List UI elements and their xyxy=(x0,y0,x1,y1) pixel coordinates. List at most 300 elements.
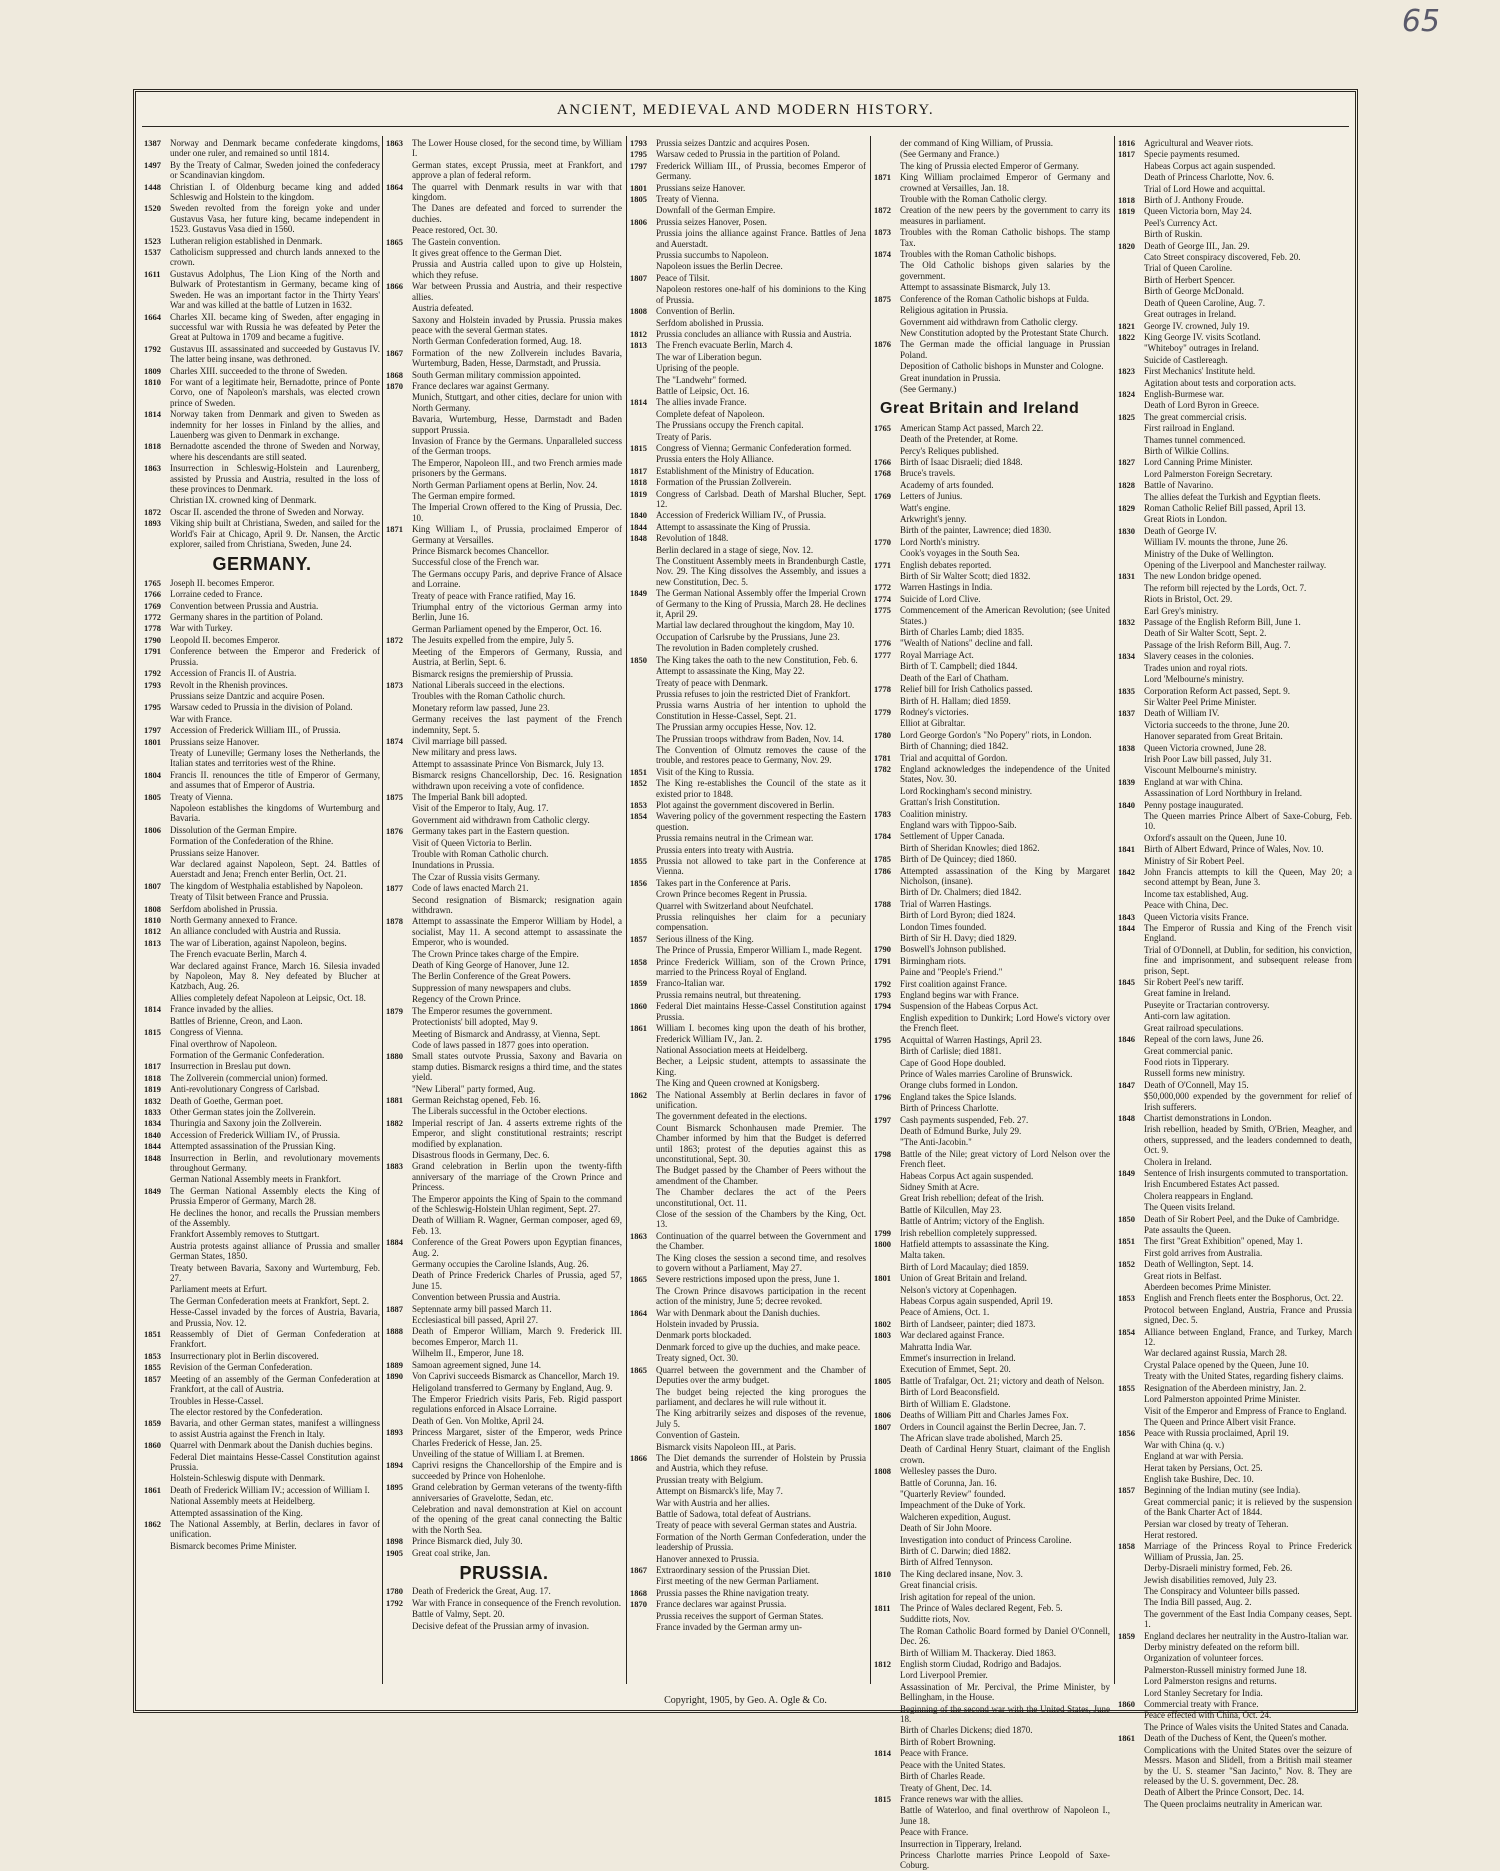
entry-text: Austria protests against alliance of Prussia and smaller German States, 1850. xyxy=(170,1240,380,1262)
history-entry xyxy=(1118,1563,1352,1573)
entry-year: 1873 xyxy=(386,679,403,690)
history-entry xyxy=(874,1614,1110,1624)
entry-text: The Old Catholic bishops given salaries by the government. xyxy=(900,260,1110,281)
history-entry xyxy=(1118,617,1352,627)
entry-year xyxy=(874,1670,900,1680)
entry-text: Bismarck becomes Prime Minister. xyxy=(170,1540,297,1551)
entry-year xyxy=(144,1039,170,1049)
entry-text: Peace of Tilsit. xyxy=(656,272,710,283)
entry-year: 1774 xyxy=(874,593,891,604)
history-entry xyxy=(386,336,622,346)
entry-text: Birth of Ruskin. xyxy=(1144,229,1203,240)
entry-year: 1796 xyxy=(874,1091,891,1102)
entry-text: The National Assembly, at Berlin, declares in favor of unification. xyxy=(170,1518,380,1540)
entry-year xyxy=(630,620,656,630)
history-entry xyxy=(144,1107,380,1117)
entry-year: 1813 xyxy=(144,937,161,948)
entry-text: Bismarck resigns Chancellorship, Dec. 16. Resignation withdrawn upon receiving a vote of confidence. xyxy=(412,770,622,791)
entry-year xyxy=(874,1704,900,1725)
entry-text: Death of Sir John Moore. xyxy=(900,1523,992,1534)
entry-year: 1890 xyxy=(386,1371,403,1382)
history-entry xyxy=(386,381,622,391)
history-entry xyxy=(630,261,866,271)
entry-text: Von Caprivi succeeds Bismarck as Chancellor, March 19. xyxy=(412,1371,620,1382)
entry-text: South German military commission appointed. xyxy=(412,369,581,380)
entry-text: Death of Edmund Burke, July 29. xyxy=(900,1125,1022,1136)
entry-text: Franco-Italian war. xyxy=(656,978,725,989)
entry-year xyxy=(1118,1305,1144,1326)
entry-year: 1797 xyxy=(144,725,161,736)
entry-year xyxy=(144,949,170,959)
history-entry xyxy=(630,588,866,619)
entry-text: First coalition against France. xyxy=(900,978,1007,989)
entry-text: Birmingham riots. xyxy=(900,955,966,966)
history-entry xyxy=(630,1475,866,1485)
entry-text: Count Bismarck Schonhausen made Premier. The Chamber informed by him that the Budget is deferred until 1863; protest of the deputies against this as unconstitutional, Sept. 30. xyxy=(656,1122,866,1164)
entry-text: Attempt to assassinate Bismarck, July 13. xyxy=(900,282,1051,293)
entry-text: Emmet's insurrection in Ireland. xyxy=(900,1353,1016,1364)
history-entry xyxy=(874,384,1110,394)
entry-year xyxy=(386,1194,412,1215)
history-entry xyxy=(144,409,380,440)
entry-year xyxy=(874,1500,900,1510)
entry-text: The Danes are defeated and forced to surrender the duchies. xyxy=(412,203,622,224)
history-entry xyxy=(386,1609,622,1619)
entry-text: Prussia joins the alliance against France. Battles of Jena and Auerstadt. xyxy=(656,228,866,249)
entry-text: Specie payments resumed. xyxy=(1144,149,1240,160)
history-entry xyxy=(386,225,622,235)
entry-text: Death of Prince Frederick Charles of Prussia, aged 57, June 15. xyxy=(412,1270,622,1291)
history-entry xyxy=(144,495,380,505)
entry-year xyxy=(874,1013,900,1034)
entry-text: Severe restrictions imposed upon the press, June 1. xyxy=(656,1274,840,1285)
history-entry xyxy=(630,643,866,653)
history-entry xyxy=(1118,945,1352,976)
entry-text: Prussia and Austria called upon to give up Holstein, which they refuse. xyxy=(412,259,622,280)
history-entry xyxy=(386,203,622,224)
history-entry xyxy=(144,1418,380,1439)
entry-year xyxy=(386,714,412,735)
entry-text: Decisive defeat of the Prussian army of invasion. xyxy=(412,1620,589,1631)
history-entry xyxy=(874,1296,1110,1306)
history-entry xyxy=(1118,571,1352,581)
history-entry xyxy=(1118,1348,1352,1358)
history-entry xyxy=(874,457,1110,467)
history-entry xyxy=(630,978,866,988)
entry-year xyxy=(144,892,170,902)
history-entry xyxy=(386,949,622,959)
history-entry xyxy=(630,1111,866,1121)
entry-text: Death of Emperor William, March 9. Frederick III. becomes Emperor, March 11. xyxy=(412,1326,622,1347)
entry-text: Birth of William E. Gladstone. xyxy=(900,1398,1011,1409)
entry-text: Peace with France. xyxy=(900,1827,969,1838)
entry-text: Accession of Frederick William IV., of Prussia. xyxy=(170,1129,341,1140)
entry-year: 1809 xyxy=(144,365,161,376)
history-entry xyxy=(874,1239,1110,1249)
entry-text: England at war with China. xyxy=(1144,776,1243,787)
history-entry xyxy=(630,833,866,843)
history-entry xyxy=(630,1442,866,1452)
entry-text: English storm Ciudad, Rodrigo and Badajos. xyxy=(900,1659,1062,1670)
history-entry xyxy=(1118,1485,1352,1495)
entry-text: (See Germany.) xyxy=(900,383,957,394)
entry-year: 1844 xyxy=(630,521,647,532)
history-entry xyxy=(874,194,1110,204)
entry-text: Lord Stanley Secretary for India. xyxy=(1144,1687,1263,1698)
history-entry xyxy=(1118,788,1352,798)
entry-year xyxy=(874,514,900,524)
entry-year: 1855 xyxy=(144,1362,161,1373)
entry-text: Battle of Antrim; victory of the English. xyxy=(900,1216,1045,1227)
entry-text: Visit of the Emperor to Italy, Aug. 17. xyxy=(412,803,549,814)
history-entry xyxy=(874,1319,1110,1329)
entry-year xyxy=(1118,1371,1144,1381)
entry-text: Prince Bismarck becomes Chancellor. xyxy=(412,546,549,557)
history-entry xyxy=(874,1092,1110,1102)
entry-year: 1846 xyxy=(1118,1034,1135,1045)
entry-year: 1855 xyxy=(630,856,647,866)
entry-year: 1839 xyxy=(1118,776,1135,787)
history-entry xyxy=(874,317,1110,327)
history-entry xyxy=(874,537,1110,547)
entry-year: 1791 xyxy=(144,646,161,657)
history-entry xyxy=(386,281,622,302)
history-entry xyxy=(630,811,866,832)
entry-text: Birth of Herbert Spencer. xyxy=(1144,274,1235,285)
history-entry xyxy=(386,1029,622,1039)
history-entry xyxy=(144,915,380,925)
entry-text: Suicide of Castlereagh. xyxy=(1144,354,1228,365)
entry-text: Passage of the Irish Reform Bill, Aug. 7. xyxy=(1144,639,1291,650)
entry-year xyxy=(386,1394,412,1415)
prussia-list-continued xyxy=(630,138,866,1632)
history-entry xyxy=(144,646,380,667)
entry-year: 1788 xyxy=(874,898,891,909)
history-entry xyxy=(144,366,380,376)
entry-year xyxy=(630,1486,656,1496)
entry-year: 1785 xyxy=(874,854,891,865)
entry-text: Corporation Reform Act passed, Sept. 9. xyxy=(1144,685,1290,696)
entry-text: War between Prussia and Austria, and their respective allies. xyxy=(412,281,622,302)
entry-text: The Conspiracy and Volunteer bills passed. xyxy=(1144,1586,1300,1596)
entry-text: Gustavus Adolphus, The Lion King of the North and Bulwark of Protestantism in Germany, became king of Sweden. He was an important factor in the Thirty Years' War and was killed at the battle of Lutzen in 1632. xyxy=(170,268,380,311)
entry-year xyxy=(874,525,900,535)
history-entry xyxy=(874,1205,1110,1215)
entry-text: Death of King George of Hanover, June 12. xyxy=(412,960,570,971)
history-entry xyxy=(1118,355,1352,365)
entry-text: First meeting of the new German Parliament. xyxy=(656,1576,819,1587)
history-entry xyxy=(386,1215,622,1236)
entry-text: Ministry of the Duke of Wellington. xyxy=(1144,548,1274,559)
entry-text: Treaty between Bavaria, Saxony and Wurtemburg, Feb. 27. xyxy=(170,1262,380,1284)
entry-year xyxy=(630,833,656,843)
history-entry xyxy=(874,1216,1110,1226)
history-entry xyxy=(1118,606,1352,616)
entry-year: 1808 xyxy=(630,306,647,317)
history-entry xyxy=(386,1360,622,1370)
entry-text: Boswell's Johnson published. xyxy=(900,944,1006,955)
history-entry xyxy=(144,1174,380,1184)
entry-text: Visit of the Emperor and Empress of France to England. xyxy=(1144,1405,1347,1416)
entry-year xyxy=(1118,1248,1144,1258)
entry-year: 1819 xyxy=(630,488,647,499)
history-entry xyxy=(630,1330,866,1340)
history-entry xyxy=(630,912,866,933)
history-entry xyxy=(874,361,1110,371)
entry-text: Suspension of the Habeas Corpus Act. xyxy=(900,1001,1038,1012)
entry-year xyxy=(874,446,900,456)
entry-year xyxy=(144,1284,170,1294)
history-entry xyxy=(1118,1406,1352,1416)
entry-year: 1777 xyxy=(874,649,891,660)
entry-text: Trouble with Roman Catholic church. xyxy=(412,849,549,859)
history-entry xyxy=(1118,1080,1352,1090)
history-entry xyxy=(874,1193,1110,1203)
history-entry xyxy=(1118,1653,1352,1663)
entry-year: 1845 xyxy=(1118,977,1135,988)
entry-text: Death of George IV. xyxy=(1144,525,1217,536)
entry-year xyxy=(386,480,412,490)
entry-text: The French evacuate Berlin, March 4. xyxy=(170,949,307,960)
entry-text: England takes the Spice Islands. xyxy=(900,1091,1017,1102)
entry-year xyxy=(1118,731,1144,741)
entry-text: Revolt in the Rhenish provinces. xyxy=(170,679,288,690)
history-entry xyxy=(1118,1394,1352,1404)
entry-text: Prussian treaty with Belgium. xyxy=(656,1474,763,1485)
history-entry xyxy=(144,938,380,948)
entry-year xyxy=(1118,172,1144,182)
history-entry xyxy=(1118,1305,1352,1326)
entry-text: "New Liberal" party formed, Aug. xyxy=(412,1083,536,1094)
history-entry xyxy=(1118,1327,1352,1348)
entry-text: Other German states join the Zollverein. xyxy=(170,1106,316,1117)
entry-year xyxy=(1118,988,1144,998)
history-entry xyxy=(874,650,1110,660)
entry-text: The Emperor of Russia and King of the French visit England. xyxy=(1144,923,1352,944)
entry-year: 1871 xyxy=(874,172,891,183)
entry-year xyxy=(386,1504,412,1535)
entry-text: Munich, Stuttgart, and other cities, declare for union with North Germany. xyxy=(412,392,622,413)
entry-year xyxy=(630,1554,656,1564)
history-entry xyxy=(386,1304,622,1314)
entry-text: Ecclesiastical bill passed, April 27. xyxy=(412,1315,538,1326)
history-entry xyxy=(386,747,622,757)
entry-year xyxy=(1118,900,1144,910)
entry-text: Norway and Denmark became confederate kingdoms, under one ruler, and remained so until 1814. xyxy=(170,138,380,159)
entry-year xyxy=(1118,286,1144,296)
entry-year xyxy=(874,1285,900,1295)
entry-year xyxy=(386,895,412,916)
entry-year: 1887 xyxy=(386,1303,403,1314)
entry-year xyxy=(874,1725,900,1735)
entry-text: War with Denmark about the Danish duchies. xyxy=(656,1307,820,1318)
prussia-list xyxy=(386,1586,622,1631)
history-entry xyxy=(630,1187,866,1208)
history-entry xyxy=(630,1342,866,1352)
history-entry xyxy=(1118,1236,1352,1246)
entry-text: Great commercial panic. xyxy=(1144,1045,1233,1056)
entry-year xyxy=(874,1353,900,1363)
entry-year xyxy=(1118,537,1144,547)
entry-text: Death of Frederick William IV.; accession of William I. xyxy=(170,1484,370,1495)
history-entry xyxy=(874,1433,1110,1443)
entry-year xyxy=(1118,1406,1144,1416)
entry-year xyxy=(144,1229,170,1239)
entry-text: Frankfort Assembly removes to Stuttgart. xyxy=(170,1229,320,1240)
entry-text: Government aid withdrawn from Catholic clergy. xyxy=(900,316,1078,327)
entry-text: Christian IX. crowned king of Denmark. xyxy=(170,495,317,506)
history-entry xyxy=(144,507,380,517)
entry-year xyxy=(874,161,900,171)
history-entry xyxy=(630,352,866,362)
history-entry xyxy=(144,1351,380,1361)
entry-text: Austria defeated. xyxy=(412,303,474,314)
entry-year xyxy=(1118,833,1144,843)
history-entry xyxy=(1118,435,1352,445)
entry-text: The Germans occupy Paris, and deprive France of Alsace and Lorraine. xyxy=(412,568,622,590)
column-divider xyxy=(870,136,871,1684)
history-entry xyxy=(144,182,380,203)
entry-text: Treaty of Ghent, Dec. 14. xyxy=(900,1782,992,1793)
entry-year xyxy=(874,1216,900,1226)
entry-text: Joseph II. becomes Emperor. xyxy=(170,577,275,588)
entry-text: Attempt on Bismarck's life, May 7. xyxy=(656,1486,783,1497)
history-entry xyxy=(874,1850,1110,1871)
entry-year xyxy=(1118,560,1144,570)
entry-year xyxy=(144,859,170,880)
entry-text: National Assembly meets at Heidelberg. xyxy=(170,1496,316,1507)
entry-text: English take Bushire, Dec. 10. xyxy=(1144,1473,1254,1484)
entry-year: 1817 xyxy=(144,1061,161,1072)
history-entry xyxy=(630,934,866,944)
entry-year xyxy=(1118,1642,1144,1652)
entry-text: Queen Victoria visits France. xyxy=(1144,911,1249,922)
history-entry xyxy=(1118,1383,1352,1393)
entry-text: Walcheren expedition, August. xyxy=(900,1511,1011,1522)
entry-year xyxy=(874,1805,900,1826)
history-entry xyxy=(874,260,1110,281)
entry-year xyxy=(386,1029,412,1039)
history-entry xyxy=(630,1498,866,1508)
entry-year: 1825 xyxy=(1118,411,1135,422)
history-entry xyxy=(630,1319,866,1329)
entry-text: Persian war closed by treaty of Teheran. xyxy=(1144,1518,1289,1529)
history-entry xyxy=(630,1209,866,1230)
entry-text: Government aid withdrawn from Catholic clergy. xyxy=(412,814,590,825)
entry-text: Mahratta India War. xyxy=(900,1341,972,1352)
entry-year: 1832 xyxy=(1118,617,1135,628)
entry-text: Impeachment of the Duke of York. xyxy=(900,1500,1026,1511)
entry-text: Death of the Pretender, at Rome. xyxy=(900,434,1018,445)
entry-year xyxy=(874,933,900,943)
history-entry xyxy=(144,691,380,701)
entry-text: Hatfield attempts to assassinate the King. xyxy=(900,1239,1049,1249)
entry-year: 1793 xyxy=(144,679,161,690)
entry-year xyxy=(874,887,900,897)
entry-text: Christian I. of Oldenburg became king and added Schleswig and Holstein to the kingdom. xyxy=(170,181,380,203)
entry-year xyxy=(630,1475,656,1485)
entry-text: Treaty of peace with France ratified, May 16. xyxy=(412,590,576,601)
entry-year: 1867 xyxy=(630,1565,647,1575)
entry-text: Becher, a Leipsic student, attempts to assassinate the King. xyxy=(656,1056,866,1077)
history-entry xyxy=(874,1760,1110,1770)
history-entry xyxy=(1118,378,1352,388)
history-entry xyxy=(630,889,866,899)
entry-year xyxy=(630,889,656,899)
entry-text: Prussia receives the support of German States. xyxy=(656,1610,824,1621)
history-entry xyxy=(1118,800,1352,810)
entry-year xyxy=(386,691,412,701)
history-entry xyxy=(1118,1733,1352,1743)
entry-year xyxy=(874,503,900,513)
entry-text: Battle of Valmy, Sept. 20. xyxy=(412,1609,505,1620)
entry-year xyxy=(1118,640,1144,650)
entry-text: War with France. xyxy=(170,713,233,724)
entry-year: 1772 xyxy=(144,612,161,623)
entry-year xyxy=(630,409,656,419)
entry-year: 1771 xyxy=(874,559,891,570)
history-entry xyxy=(386,983,622,993)
entry-year xyxy=(144,1208,170,1229)
history-entry xyxy=(874,1035,1110,1045)
entry-year xyxy=(1118,889,1144,899)
history-entry xyxy=(874,1500,1110,1510)
entry-text: Quarrel with Denmark about the Danish duchies begins. xyxy=(170,1440,373,1451)
history-entry xyxy=(1118,1474,1352,1484)
history-entry xyxy=(630,466,866,476)
entry-text: Small states outvote Prussia, Saxony and Bavaria on stamp duties. Bismarck resigns a third time, and the states yield. xyxy=(412,1051,622,1083)
entry-text: Birth of Princess Charlotte. xyxy=(900,1103,999,1114)
entry-text: For want of a legitimate heir, Bernadotte, prince of Ponte Corvo, one of Napoleon's marshals, was elected crown prince of Sweden. xyxy=(170,376,380,408)
entry-year: 1775 xyxy=(874,605,891,616)
entry-year: 1872 xyxy=(874,205,891,216)
entry-year: 1856 xyxy=(630,877,647,888)
history-entry xyxy=(630,1353,866,1363)
history-entry xyxy=(144,518,380,549)
history-entry xyxy=(1118,731,1352,741)
entry-year xyxy=(874,571,900,581)
entry-text: He declines the honor, and recalls the Prussian members of the Assembly. xyxy=(170,1207,380,1228)
entry-text: The Prussians occupy the French capital. xyxy=(656,420,804,431)
entry-year: 1766 xyxy=(874,456,891,467)
entry-text: Convention between Prussia and Austria. xyxy=(412,1292,561,1303)
history-entry xyxy=(1118,537,1352,547)
entry-text: Viking ship built at Christiana, Sweden, and sailed for the World's Fair at Chicago, April 9. Dr. Nansen, the Arctic explorer, sailed from Christiana, Sweden, June 24. xyxy=(170,518,380,550)
entry-year xyxy=(874,1433,900,1443)
entry-text: The government defeated in the elections. xyxy=(656,1111,807,1122)
entry-year xyxy=(630,1408,656,1429)
entry-year xyxy=(144,1407,170,1417)
history-entry xyxy=(1118,1248,1352,1258)
entry-year xyxy=(874,1262,900,1272)
entry-text: Trial of Warren Hastings. xyxy=(900,898,992,909)
history-entry xyxy=(386,458,622,479)
entry-year xyxy=(630,1253,656,1274)
entry-year xyxy=(1118,1417,1144,1427)
entry-year xyxy=(1118,1271,1144,1281)
entry-year: 1880 xyxy=(386,1051,403,1062)
entry-year xyxy=(1118,1348,1144,1358)
entry-text: The budget being rejected the king prorogues the parliament, and declares he will rule without it. xyxy=(656,1386,866,1407)
entry-text: Prussia enters the Holy Alliance. xyxy=(656,454,774,465)
entry-year xyxy=(144,836,170,846)
history-entry xyxy=(1118,1530,1352,1540)
entry-year: 1851 xyxy=(1118,1236,1135,1247)
entry-text: Lord Liverpool Premier. xyxy=(900,1670,988,1681)
history-entry xyxy=(874,661,1110,671)
history-entry xyxy=(874,1250,1110,1260)
history-entry xyxy=(1118,1417,1352,1427)
